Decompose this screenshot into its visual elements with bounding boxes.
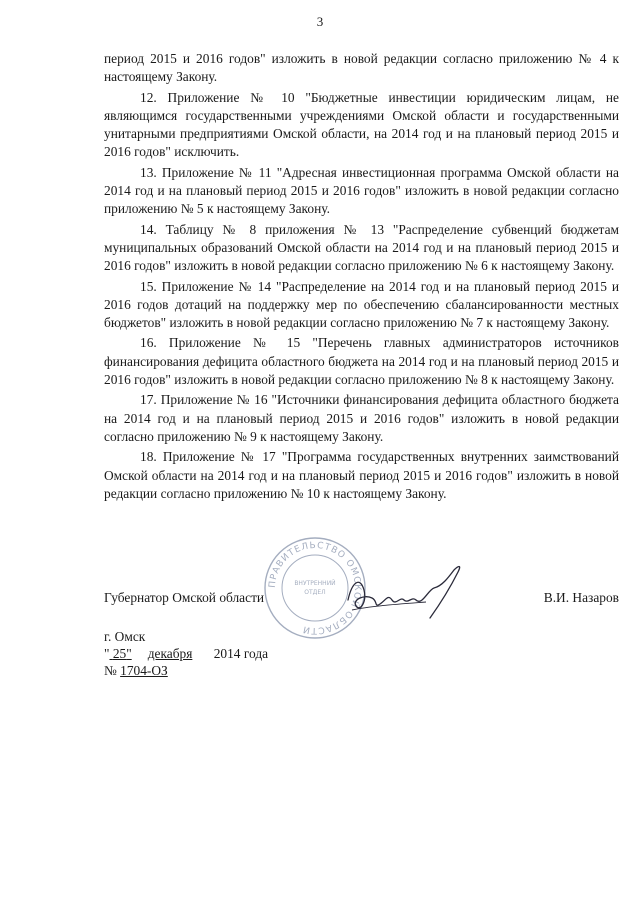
signatory-title: Губернатор Омской области <box>104 590 265 605</box>
date-day: 25" декабря <box>112 646 193 661</box>
svg-text:ПРАВИТЕЛЬСТВО ОМСКОЙ ОБЛАСТИ: ПРАВИТЕЛЬСТВО ОМСКОЙ ОБЛАСТИ <box>267 540 363 636</box>
page-number: 3 <box>316 14 324 29</box>
date-line: " 25" декабря 2014 года <box>104 646 269 661</box>
document-footer <box>104 628 268 679</box>
paragraph-item-14: 14. Таблицу № 8 приложения № 13 "Распределение субвенций бюджетам муниципальных образований Омской области на 2014 год и на плановый период 2015 и 2016 годов" изложить в новой редакции согласно приложению № 6 к настоящему Закону. <box>104 221 619 274</box>
svg-text:ВНУТРЕННИЙ: ВНУТРЕННИЙ <box>294 580 336 587</box>
paragraph-continuation: период 2015 и 2016 годов" изложить в новой редакции согласно приложению № 4 к настоящему Закону. <box>104 51 619 85</box>
svg-text:ОТДЕЛ: ОТДЕЛ <box>304 589 326 596</box>
document-body <box>104 50 619 505</box>
law-number-prefix: № <box>104 663 117 678</box>
date-year: 2014 года <box>213 646 269 661</box>
paragraph-item-18: 18. Приложение № 17 "Программа государственных внутренних заимствований Омской области на 2014 год и на плановый период 2015 и 2016 годов" изложить в новой редакции согласно приложению № 10 к настоящему Закону. <box>104 449 619 501</box>
city-line: г. Омск <box>104 629 146 644</box>
signature-block <box>104 590 619 630</box>
paragraph-item-15: 15. Приложение № 14 "Распределение на 2014 год и на плановый период 2015 и 2016 годов дотаций на поддержку мер по обеспечению сбалансированности местных бюджетов" изложить в новой редакции согласно приложению № 7 к настоящему Закону. <box>104 278 619 331</box>
paragraph-item-17: 17. Приложение № 16 "Источники финансирования дефицита областного бюджета на 2014 год и на плановый период 2015 и 2016 годов" изложить в новой редакции согласно приложению № 9 к настоящему Закону. <box>104 392 619 444</box>
law-number-line <box>104 662 268 679</box>
paragraph-item-13: 13. Приложение № 11 "Адресная инвестиционная программа Омской области на 2014 год и на плановый период 2015 и 2016 годов" изложить в новой редакции согласно приложению № 5 к настоящему Закону. <box>104 164 619 217</box>
law-number: 1704-ОЗ <box>120 663 168 678</box>
signatory-name: В.И. Назаров <box>543 590 619 605</box>
paragraph-item-16: 16. Приложение № 15 "Перечень главных администраторов источников финансирования дефицита областного бюджета на 2014 год и на плановый период 2015 и 2016 годов" изложить в новой редакции согласно приложению № 8 к настоящему Закону. <box>104 335 619 388</box>
date-month: декабря <box>147 646 193 661</box>
paragraph-item-12: 12. Приложение № 10 "Бюджетные инвестиции юридическим лицам, не являющимся государственными учреждениями Омской области и государственными унитарными предприятиями Омской области, на 2014 год и на плановый период 2015 и 2016 годов" исключить. <box>104 89 619 160</box>
